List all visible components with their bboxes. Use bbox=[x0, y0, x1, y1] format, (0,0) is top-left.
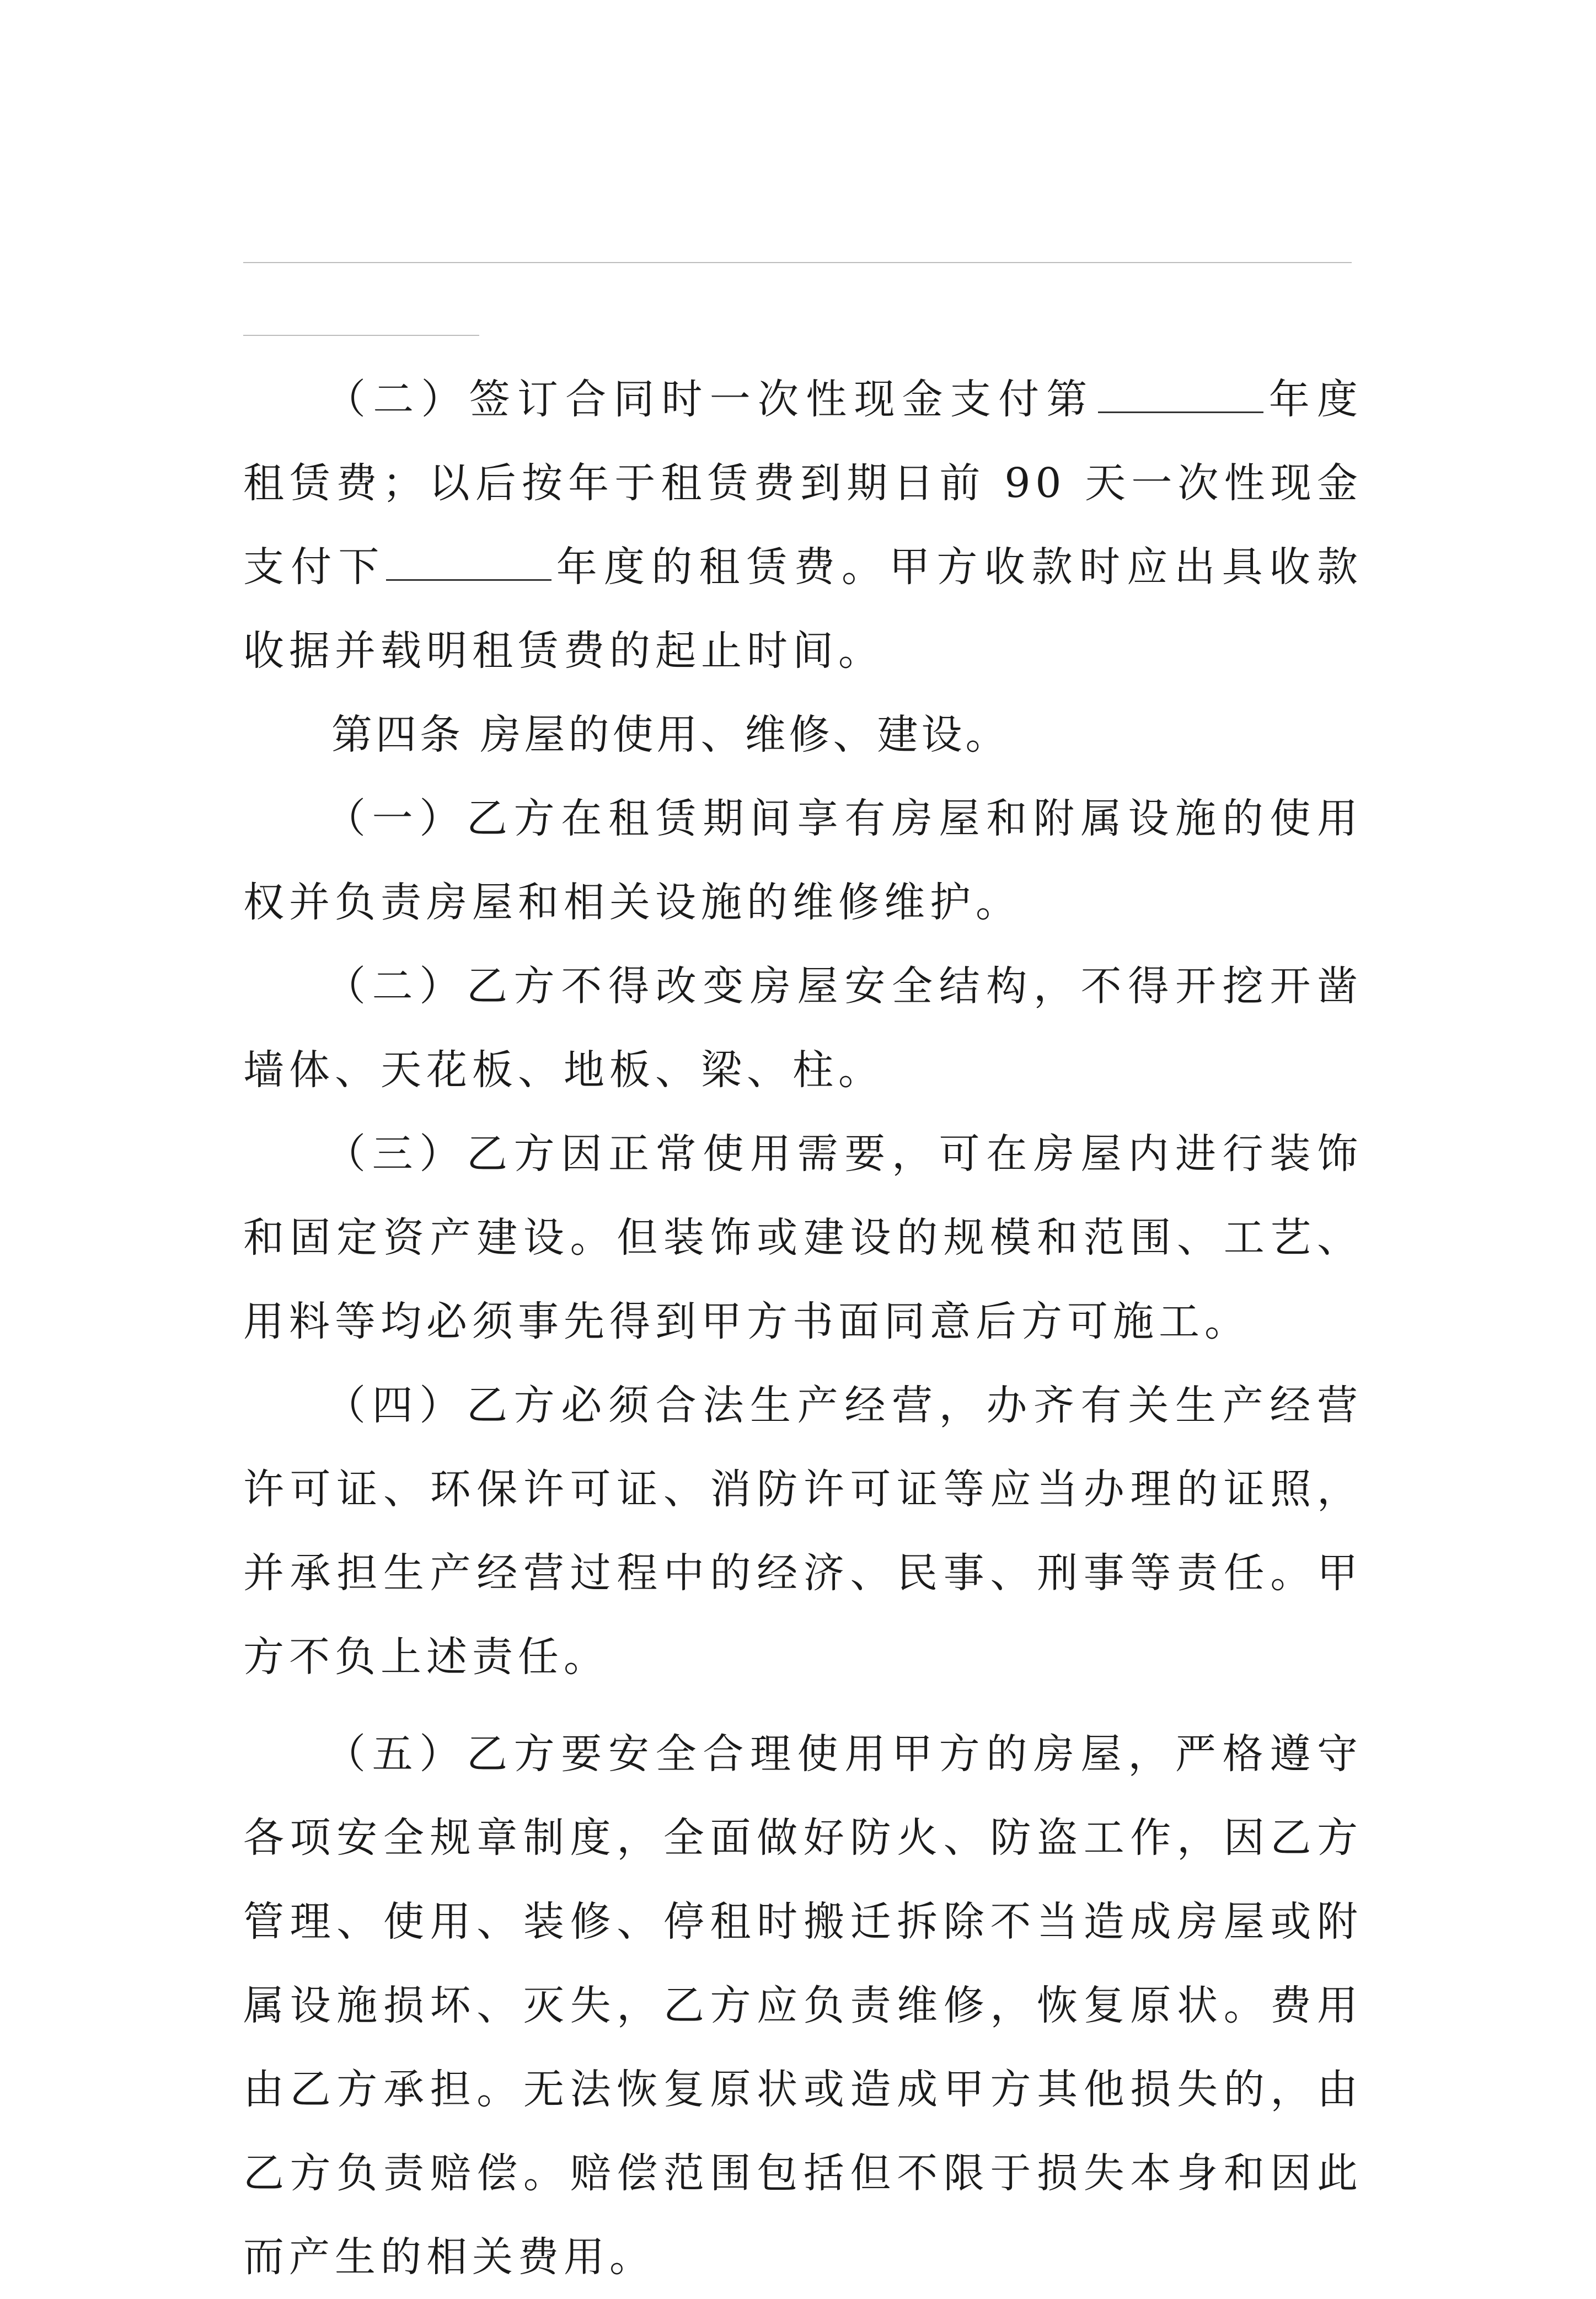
clause-4-5: （五）乙方要安全合理使用甲方的房屋，严格遵守各项安全规章制度，全面做好防火、防盗工作，因乙方管理、使用、装修、停租时搬迁拆除不当造成房屋或附属设施损坏、灭失，乙方应负责维修，恢复原状。费用由乙方承担。无法恢复原状或造成甲方其他损失的，由乙方负责赔偿。赔偿范围包括但不限于损失本身和因此而产生的相关费用。 bbox=[243, 1730, 1363, 2281]
clause-4-2: （二）乙方不得改变房屋安全结构，不得开挖开凿墙体、天花板、地板、梁、柱。 bbox=[243, 963, 1363, 1094]
payment-clause bbox=[243, 357, 1363, 693]
clause-4-1: （一）乙方在租赁期间享有房屋和附属设施的使用权并负责房屋和相关设施的维修维护。 bbox=[243, 795, 1363, 926]
payment-clause-text-b: 年度租赁费；以后按年于租赁费到期日前 90 天一次性现金支付下 bbox=[243, 376, 1363, 591]
blank-line-short bbox=[243, 335, 479, 336]
article-4-heading: 第四条 房屋的使用、维修、建设。 bbox=[331, 711, 1010, 758]
clause-4-4: （四）乙方必须合法生产经营，办齐有关生产经营许可证、环保许可证、消防许可证等应当办理的证照，并承担生产经营过程中的经济、民事、刑事等责任。甲方不负上述责任。 bbox=[243, 1382, 1363, 1681]
fill-blank-year-first bbox=[1098, 378, 1263, 413]
payment-clause-text-a: （二）签订合同时一次性现金支付第 bbox=[325, 376, 1095, 423]
payment-clause-text-c: 年度的租赁费。甲方收款时应出具收款收据并载明租赁费的起止时间。 bbox=[243, 543, 1363, 675]
contract-body bbox=[243, 357, 1363, 2299]
fill-blank-year-next bbox=[386, 546, 551, 581]
clause-4-3: （三）乙方因正常使用需要，可在房屋内进行装饰和固定资产建设。但装饰或建设的规模和范围、工艺、用料等均必须事先得到甲方书面同意后方可施工。 bbox=[243, 1130, 1363, 1345]
blank-line-long bbox=[243, 262, 1352, 263]
